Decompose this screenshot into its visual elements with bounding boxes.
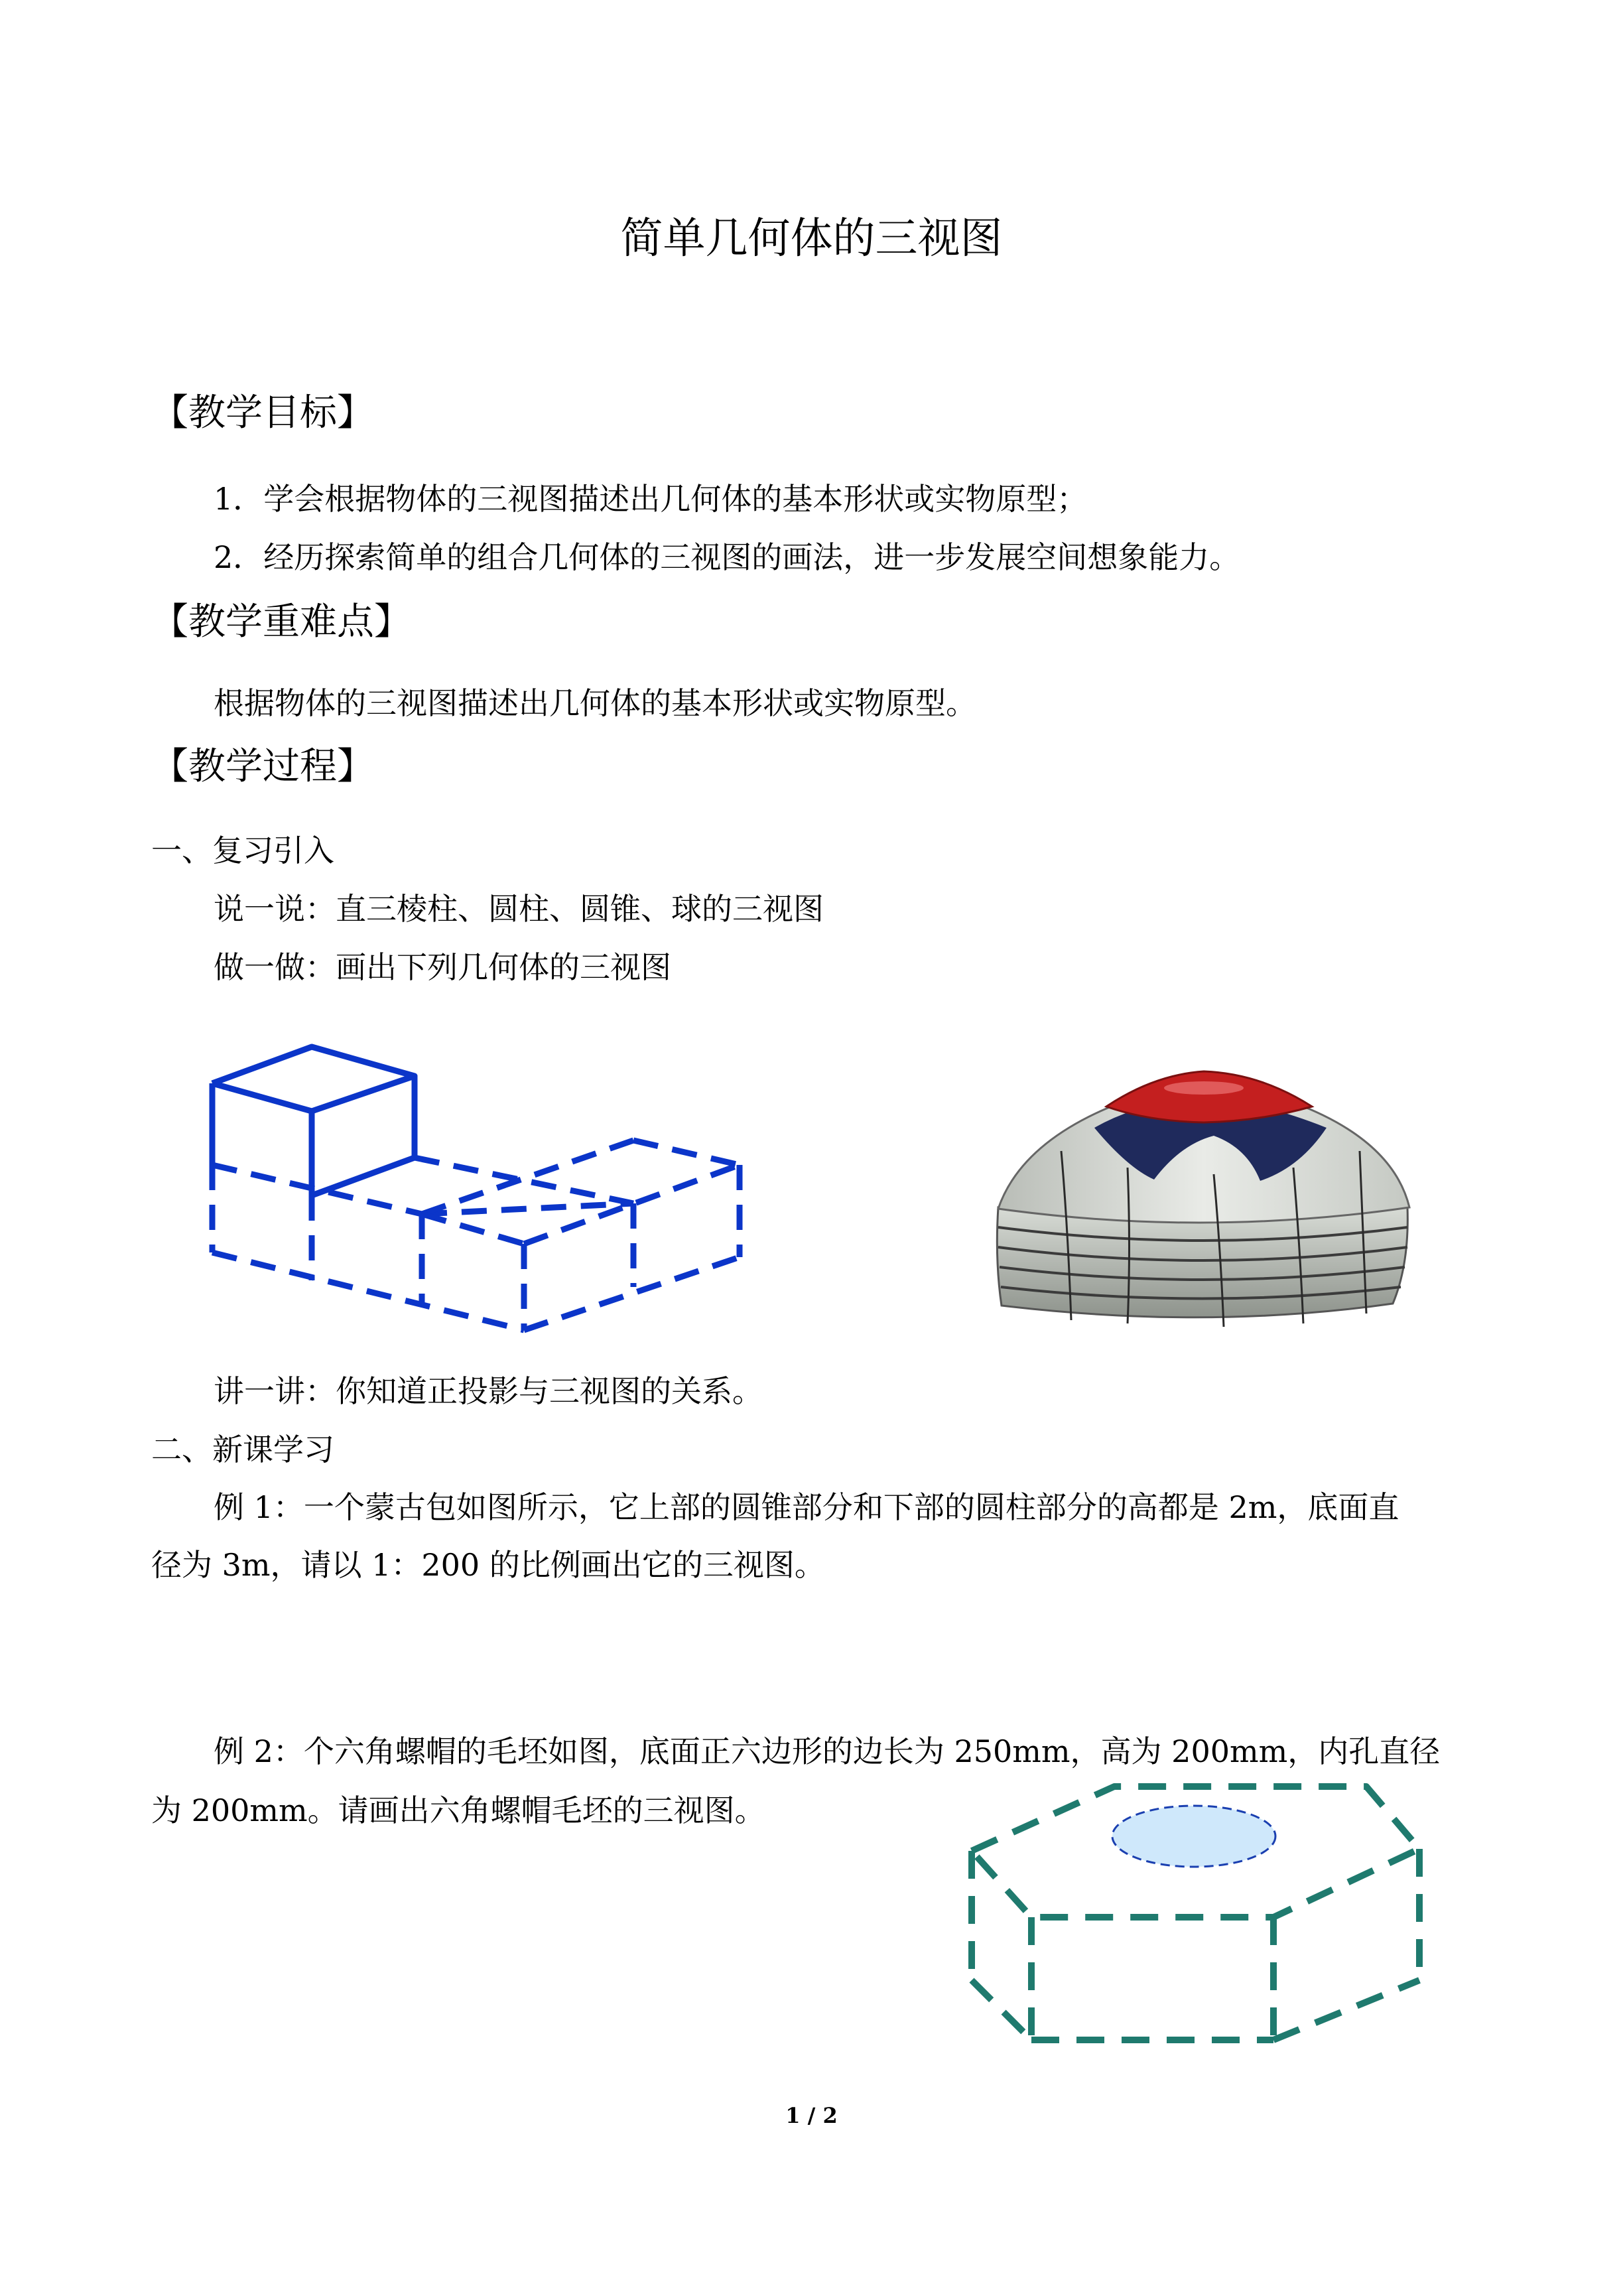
part1-heading: 一、复习引入 — [151, 833, 334, 868]
example2-line1: 例 2：个六角螺帽的毛坯如图，底面正六边形的边长为 250mm，高为 200mm，内孔直径 — [214, 1733, 1441, 1769]
part1-do: 做一做：画出下列几何体的三视图 — [214, 949, 671, 985]
process-heading: 【教学过程】 — [151, 745, 374, 788]
page-title: 简单几何体的三视图 — [620, 214, 1003, 263]
goal-item-1: 1．学会根据物体的三视图描述出几何体的基本形状或实物原型； — [214, 481, 1088, 517]
keypoints-heading: 【教学重难点】 — [151, 600, 411, 643]
part2-heading: 二、新课学习 — [151, 1432, 334, 1467]
keypoints-text: 根据物体的三视图描述出几何体的基本形状或实物原型。 — [214, 685, 976, 721]
nut-bottom-left — [972, 1980, 1031, 2040]
nut-bottom-right — [1273, 1980, 1419, 2040]
example2-line2: 为 200mm。请画出六角螺帽毛坯的三视图。 — [151, 1792, 765, 1828]
goals-heading: 【教学目标】 — [151, 391, 374, 435]
example1-line1: 例 1：一个蒙古包如图所示，它上部的圆锥部分和下部的圆柱部分的高都是 2m，底面直 — [214, 1489, 1399, 1525]
goal-item-2: 2．经历探索简单的组合几何体的三视图的画法，进一步发展空间想象能力。 — [214, 539, 1240, 575]
nut-hole — [1112, 1806, 1275, 1867]
example1-line2: 径为 3m，请以 1：200 的比例画出它的三视图。 — [151, 1547, 825, 1583]
page-number: 1 / 2 — [785, 2103, 838, 2128]
part1-talk: 讲一讲：你知道正投影与三视图的关系。 — [214, 1373, 763, 1409]
part1-say: 说一说：直三棱柱、圆柱、圆锥、球的三视图 — [214, 891, 824, 927]
